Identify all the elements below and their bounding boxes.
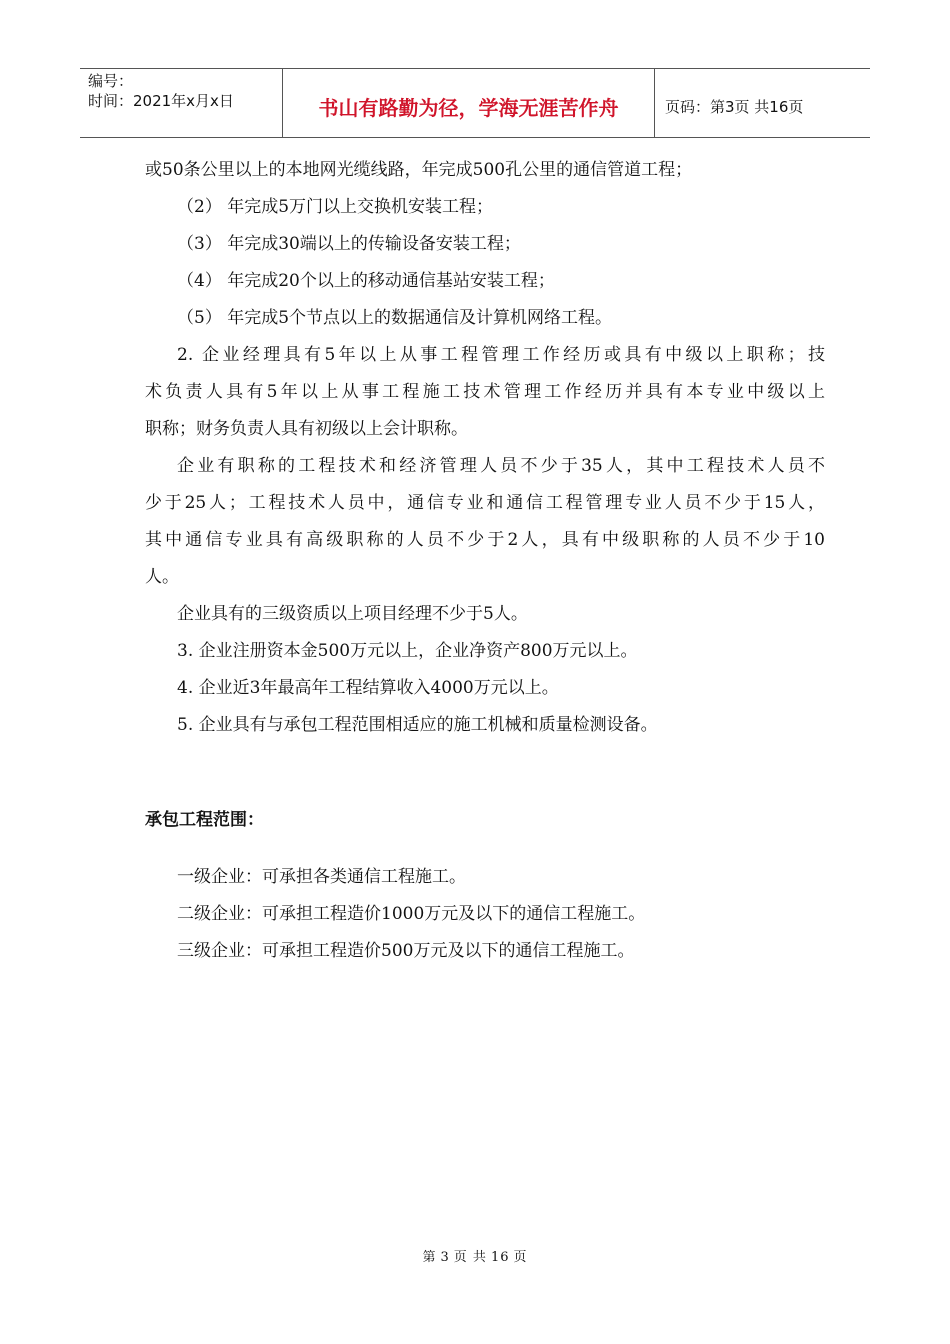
page-header [80, 68, 870, 138]
header-meta [80, 69, 282, 137]
page-footer [0, 1246, 950, 1265]
list-item: 4. 企业近3年最高年工程结算收入4000万元以上。 [177, 678, 559, 698]
footer-page-current: 3 [440, 1250, 450, 1265]
footer-page-total: 16 [490, 1250, 510, 1265]
list-item: （3） 年完成30端以上的传输设备安装工程； [177, 234, 521, 254]
section-heading: 承包工程范围： [145, 810, 264, 830]
body-line: 企业有职称的工程技术和经济管理人员不少于35人，其中工程技术人员不 [177, 456, 825, 476]
scope-item: 一级企业：可承担各类通信工程施工。 [177, 867, 466, 887]
body-line: 职称；财务负责人具有初级以上会计职称。 [145, 419, 468, 439]
list-item: （2） 年完成5万门以上交换机安装工程； [177, 197, 494, 217]
header-page-info: 页码：第3页 共16页 [665, 97, 804, 116]
footer-prefix: 第 [422, 1250, 437, 1265]
body-line: 其中通信专业具有高级职称的人员不少于2人，具有中级职称的人员不少于10 [145, 530, 825, 550]
list-item: 5. 企业具有与承包工程范围相适应的施工机械和质量检测设备。 [177, 715, 658, 735]
document-date: 时间：2021年x月x日 [88, 92, 234, 110]
header-motto: 书山有路勤为径，学海无涯苦作舟 [282, 69, 655, 137]
body-line: 术负责人具有5年以上从事工程施工技术管理工作经历并具有本专业中级以上 [145, 382, 825, 402]
list-item: （4） 年完成20个以上的移动通信基站安装工程； [177, 271, 555, 291]
body-line: 2. 企业经理具有5年以上从事工程管理工作经历或具有中级以上职称；技 [177, 345, 825, 365]
scope-item: 二级企业：可承担工程造价1000万元及以下的通信工程施工。 [177, 904, 646, 924]
footer-suffix: 页 [513, 1250, 528, 1265]
body-line: 人。 [145, 567, 179, 587]
list-item: （5） 年完成5个节点以上的数据通信及计算机网络工程。 [177, 308, 613, 328]
body-line: 少于25人；工程技术人员中，通信专业和通信工程管理专业人员不少于15人， [145, 493, 825, 513]
body-line: 企业具有的三级资质以上项目经理不少于5人。 [177, 604, 528, 624]
footer-mid: 页 共 [453, 1250, 487, 1265]
scope-item: 三级企业：可承担工程造价500万元及以下的通信工程施工。 [177, 941, 635, 961]
document-number-label: 编号： [88, 72, 134, 90]
body-line: 或50条公里以上的本地网光缆线路，年完成500孔公里的通信管道工程； [145, 160, 693, 180]
list-item: 3. 企业注册资本金500万元以上，企业净资产800万元以上。 [177, 641, 638, 661]
document-body [145, 152, 825, 970]
